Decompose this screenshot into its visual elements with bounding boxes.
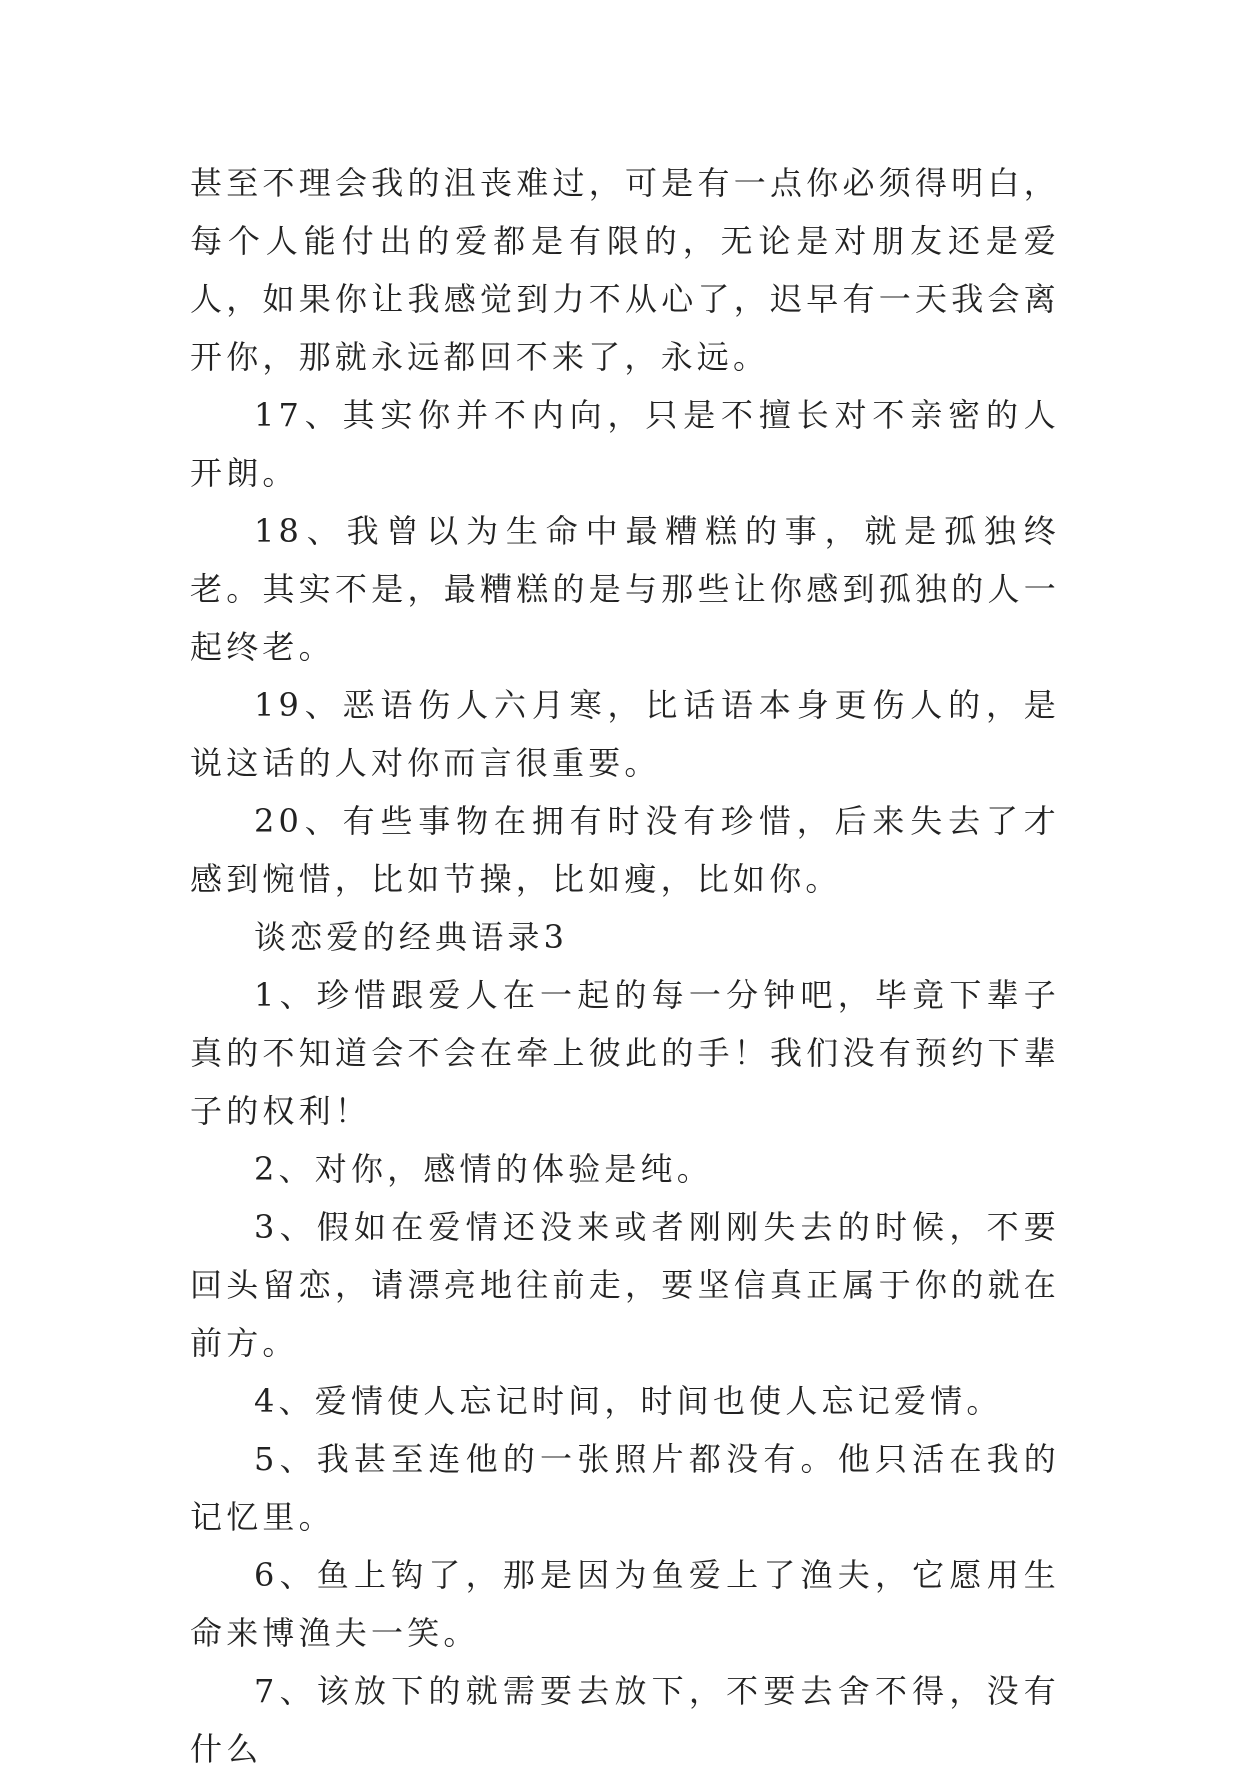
quote-17: 17、其实你并不内向，只是不擅长对不亲密的人开朗。	[190, 396, 1060, 492]
quote-19: 19、恶语伤人六月寒，比话语本身更伤人的，是说这话的人对你而言很重要。	[190, 686, 1060, 782]
section-heading: 谈恋爱的经典语录3	[254, 918, 569, 956]
quote-18: 18、我曾以为生命中最糟糕的事，就是孤独终老。其实不是，最糟糕的是与那些让你感到孤独的人一起终老。	[190, 512, 1060, 666]
paragraph-continuation: 甚至不理会我的沮丧难过，可是有一点你必须得明白，每个人能付出的爱都是有限的，无论是对朋友还是爱人，如果你让我感觉到力不从心了，迟早有一天我会离开你，那就永远都回不来了，永远。	[190, 164, 1060, 376]
quote-5: 5、我甚至连他的一张照片都没有。他只活在我的记忆里。	[190, 1440, 1060, 1536]
quote-3: 3、假如在爱情还没来或者刚刚失去的时候，不要回头留恋，请漂亮地往前走，要坚信真正属于你的就在前方。	[190, 1208, 1060, 1362]
quote-20: 20、有些事物在拥有时没有珍惜，后来失去了才感到惋惜，比如节操，比如瘦，比如你。	[190, 802, 1060, 898]
quote-1: 1、珍惜跟爱人在一起的每一分钟吧，毕竟下辈子真的不知道会不会在牵上彼此的手！我们没有预约下辈子的权利！	[190, 976, 1060, 1130]
quote-4: 4、爱情使人忘记时间，时间也使人忘记爱情。	[254, 1382, 1003, 1420]
quote-7: 7、该放下的就需要去放下，不要去舍不得，没有什么	[190, 1672, 1060, 1768]
document-body	[190, 154, 1060, 1778]
quote-6: 6、鱼上钩了，那是因为鱼爱上了渔夫，它愿用生命来博渔夫一笑。	[190, 1556, 1060, 1652]
quote-2: 2、对你，感情的体验是纯。	[254, 1150, 713, 1188]
